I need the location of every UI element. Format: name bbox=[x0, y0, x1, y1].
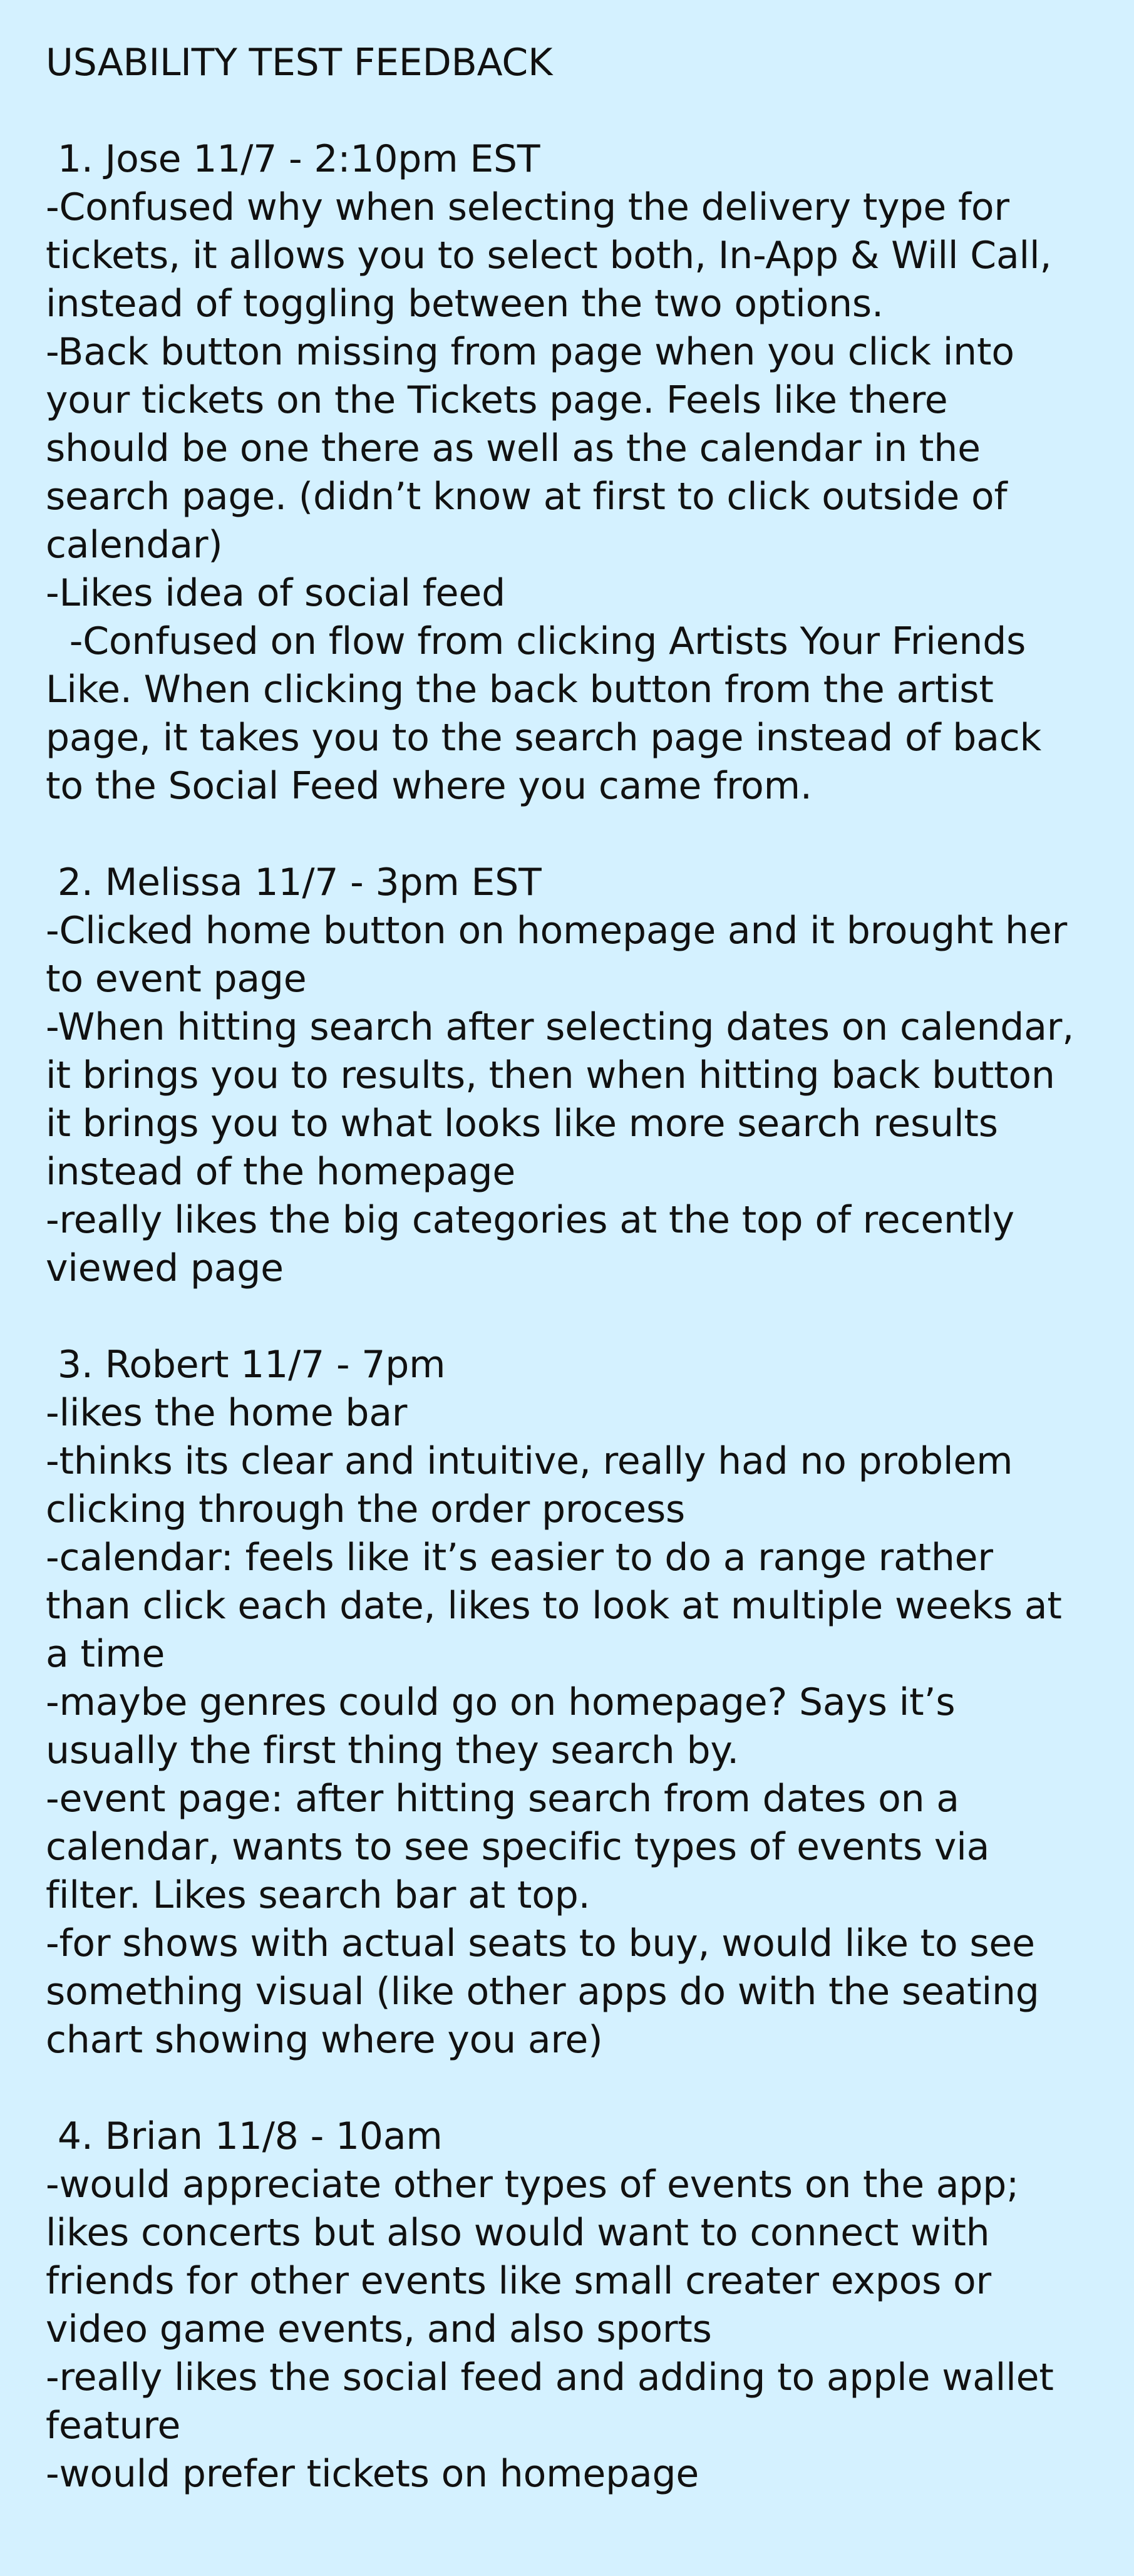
feedback-line: -calendar: feels like it’s easier to do a range rather bbox=[46, 1536, 993, 1580]
feedback-line: instead of toggling between the two options. bbox=[46, 282, 884, 326]
feedback-line: it brings you to results, then when hitting back button bbox=[46, 1053, 1055, 1097]
feedback-line: -for shows with actual seats to buy, would like to see bbox=[46, 1922, 1035, 1965]
feedback-line: viewed page bbox=[46, 1246, 284, 1290]
feedback-line: to event page bbox=[46, 957, 307, 1001]
feedback-line: -Clicked home button on homepage and it brought her bbox=[46, 909, 1068, 953]
session-heading: 1. Jose 11/7 - 2:10pm EST bbox=[46, 137, 540, 181]
feedback-line: likes concerts but also would want to connect with bbox=[46, 2211, 990, 2255]
session-block bbox=[46, 859, 1089, 1341]
feedback-line: tickets, it allows you to select both, In-App & Will Call, bbox=[46, 234, 1052, 277]
feedback-line: calendar) bbox=[46, 523, 223, 567]
feedback-line: should be one there as well as the calendar in the bbox=[46, 427, 981, 470]
feedback-line: Like. When clicking the back button from the artist bbox=[46, 668, 994, 711]
feedback-line: to the Social Feed where you came from. bbox=[46, 764, 812, 808]
spacer bbox=[46, 1293, 1089, 1341]
feedback-line: -When hitting search after selecting dates on calendar, bbox=[46, 1005, 1075, 1049]
spacer bbox=[46, 2064, 1089, 2113]
feedback-line: than click each date, likes to look at multiple weeks at bbox=[46, 1584, 1062, 1628]
feedback-line: something visual (like other apps do with the seating bbox=[46, 1970, 1039, 2014]
feedback-line: -would appreciate other types of events on the app; bbox=[46, 2163, 1019, 2206]
session-block bbox=[46, 2113, 1089, 2498]
feedback-line: -maybe genres could go on homepage? Says it’s bbox=[46, 1680, 956, 1724]
feedback-line: -thinks its clear and intuitive, really had no problem bbox=[46, 1439, 1013, 1483]
feedback-line: search page. (didn’t know at first to click outside of bbox=[46, 475, 1008, 519]
feedback-line: -really likes the social feed and adding to apple wallet bbox=[46, 2356, 1054, 2399]
session-block bbox=[46, 1341, 1089, 2113]
feedback-line: your tickets on the Tickets page. Feels like there bbox=[46, 378, 948, 422]
feedback-line: -event page: after hitting search from dates on a bbox=[46, 1777, 959, 1821]
feedback-line: it brings you to what looks like more search results bbox=[46, 1102, 998, 1146]
spacer bbox=[46, 810, 1089, 859]
feedback-line: chart showing where you are) bbox=[46, 2018, 603, 2062]
feedback-line: usually the first thing they search by. bbox=[46, 1729, 740, 1772]
feedback-line: filter. Likes search bar at top. bbox=[46, 1873, 590, 1917]
feedback-line: feature bbox=[46, 2404, 181, 2448]
feedback-line: -would prefer tickets on homepage bbox=[46, 2452, 699, 2496]
feedback-line: -Confused on flow from clicking Artists Your Friends bbox=[46, 619, 1026, 663]
feedback-line: friends for other events like small creater expos or bbox=[46, 2259, 992, 2303]
feedback-line: -really likes the big categories at the top of recently bbox=[46, 1198, 1014, 1242]
feedback-line: -likes the home bar bbox=[46, 1391, 408, 1435]
session-heading: 4. Brian 11/8 - 10am bbox=[46, 2114, 443, 2158]
session-heading: 2. Melissa 11/7 - 3pm EST bbox=[46, 861, 542, 904]
session-block bbox=[46, 135, 1089, 859]
sessions-list bbox=[46, 135, 1089, 2498]
feedback-line: calendar, wants to see specific types of events via bbox=[46, 1825, 990, 1869]
feedback-line: -Likes idea of social feed bbox=[46, 571, 505, 615]
session-heading: 3. Robert 11/7 - 7pm bbox=[46, 1343, 446, 1387]
feedback-line: clicking through the order process bbox=[46, 1487, 686, 1531]
spacer bbox=[46, 87, 1089, 135]
feedback-line: instead of the homepage bbox=[46, 1150, 516, 1194]
feedback-line: video game events, and also sports bbox=[46, 2307, 712, 2351]
feedback-line: -Confused why when selecting the delivery type for bbox=[46, 185, 1009, 229]
feedback-line: -Back button missing from page when you click into bbox=[46, 330, 1014, 374]
feedback-line: page, it takes you to the search page instead of back bbox=[46, 716, 1042, 760]
feedback-line: a time bbox=[46, 1632, 165, 1676]
page-title: USABILITY TEST FEEDBACK bbox=[46, 41, 553, 85]
